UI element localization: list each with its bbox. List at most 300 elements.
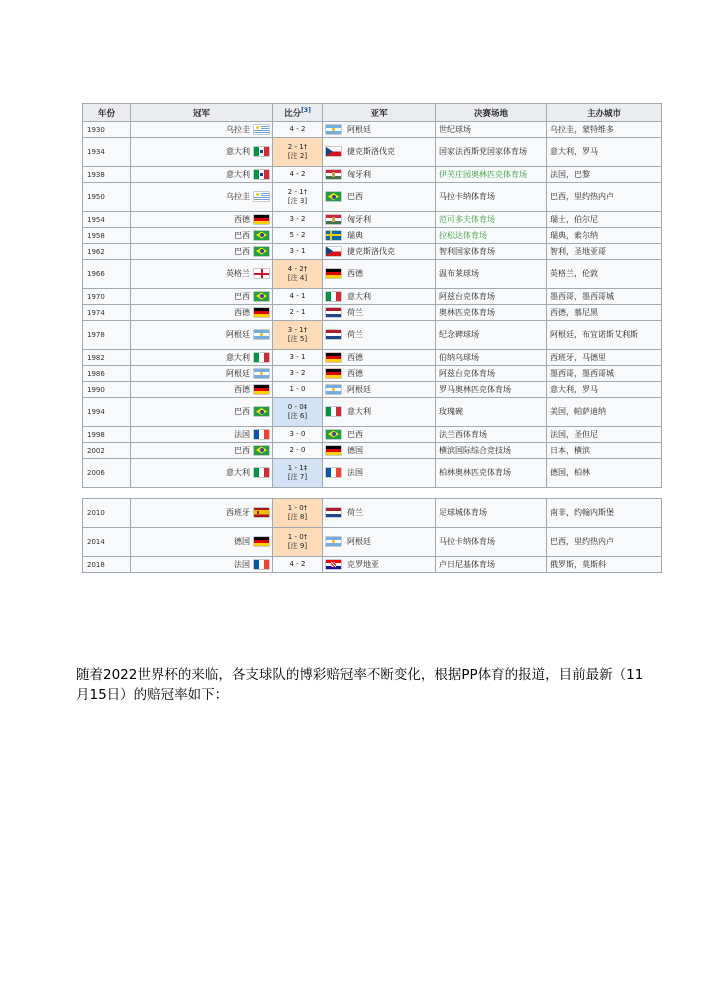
champion-cell [131, 122, 273, 138]
year-cell[interactable]: 1962 [83, 244, 131, 260]
runner-up-name[interactable]: 荷兰 [347, 330, 363, 339]
champion-name[interactable]: 法国 [234, 559, 250, 569]
venue-link[interactable]: 国家法西斯党国家体育场 [439, 147, 527, 156]
venue-link[interactable]: 马拉卡纳体育场 [439, 192, 495, 201]
spacer-cell [83, 488, 662, 499]
score-value: 2 - 0 [289, 446, 306, 454]
host-city-link[interactable]: 英格兰，伦敦 [550, 269, 598, 278]
year-cell[interactable]: 1974 [83, 305, 131, 321]
score-note[interactable]: [注 3] [287, 197, 308, 205]
year-cell[interactable]: 1930 [83, 122, 131, 138]
host-city-cell [547, 382, 662, 398]
champion-cell [131, 260, 273, 289]
germany-flag-icon [326, 369, 341, 378]
runner-up-cell [323, 366, 436, 382]
year-cell[interactable]: 1994 [83, 398, 131, 427]
venue-link[interactable]: 阿兹台克体育场 [439, 291, 495, 301]
host-city-link[interactable]: 南非，约翰内斯堡 [550, 508, 614, 517]
table-row [83, 366, 662, 382]
runner-up-name[interactable]: 德国 [347, 445, 363, 455]
host-city-link[interactable]: 美国，帕萨迪纳 [550, 407, 606, 416]
italy-flag-icon [254, 468, 269, 477]
croatia-flag-icon [326, 560, 341, 569]
venue-cell [436, 167, 547, 183]
sweden-flag-icon [326, 231, 341, 240]
england-flag-icon [254, 269, 269, 278]
argentina-flag-icon [254, 330, 269, 339]
year-cell[interactable]: 1970 [83, 289, 131, 305]
runner-up-name[interactable]: 意大利 [347, 291, 371, 301]
host-city-cell [547, 427, 662, 443]
hungary-flag-icon [326, 215, 341, 224]
header-host-city: 主办城市 [547, 104, 662, 122]
czechoslovakia-flag-icon [326, 247, 341, 256]
champion-name[interactable]: 西班牙 [226, 508, 250, 517]
host-city-cell [547, 138, 662, 167]
venue-cell [436, 459, 547, 488]
champion-name[interactable]: 巴西 [234, 246, 250, 256]
host-city-cell [547, 212, 662, 228]
host-city-link[interactable]: 法国，巴黎 [550, 169, 590, 179]
brazil-flag-icon [254, 231, 269, 240]
score-value: 2 - 1† [287, 188, 308, 196]
runner-up-name[interactable]: 匈牙利 [347, 214, 371, 224]
venue-cell [436, 212, 547, 228]
year-cell[interactable]: 1938 [83, 167, 131, 183]
champion-cell [131, 228, 273, 244]
venue-link[interactable]: 马拉卡纳体育场 [439, 537, 495, 546]
runner-up-cell [323, 427, 436, 443]
venue-link[interactable]: 柏林奥林匹克体育场 [439, 468, 511, 477]
year-cell[interactable]: 1998 [83, 427, 131, 443]
score-value: 3 - 1 [289, 247, 306, 255]
host-city-cell [547, 167, 662, 183]
germany-flag-icon [254, 537, 269, 546]
world-cup-finals-table [82, 103, 662, 573]
runner-up-name[interactable]: 阿根廷 [347, 384, 371, 394]
hungary-flag-icon [326, 170, 341, 179]
champion-name[interactable]: 巴西 [234, 445, 250, 455]
champion-cell [131, 244, 273, 260]
score-cell [273, 167, 323, 183]
table-row [83, 499, 662, 528]
runner-up-cell [323, 382, 436, 398]
runner-up-name[interactable]: 荷兰 [347, 508, 363, 517]
champion-name[interactable]: 阿根廷 [226, 330, 250, 339]
champion-cell [131, 289, 273, 305]
score-cell [273, 183, 323, 212]
champion-name[interactable]: 巴西 [234, 291, 250, 301]
host-city-cell [547, 260, 662, 289]
runner-up-name[interactable]: 法国 [347, 468, 363, 477]
czechoslovakia-flag-icon [326, 147, 341, 156]
host-city-cell [547, 183, 662, 212]
champion-name[interactable]: 意大利 [226, 147, 250, 156]
venue-link[interactable]: 拉松达体育场 [439, 230, 487, 240]
host-city-link[interactable]: 巴西，里约热内卢 [550, 192, 614, 201]
score-note[interactable]: [注 7] [287, 473, 308, 481]
venue-link[interactable]: 温布莱球场 [439, 269, 479, 278]
venue-link[interactable]: 法兰西体育场 [439, 429, 487, 439]
germany-flag-icon [326, 446, 341, 455]
uruguay-flag-icon [254, 125, 269, 134]
italy-flag-icon [326, 407, 341, 416]
runner-up-cell [323, 557, 436, 573]
champion-cell [131, 427, 273, 443]
runner-up-cell [323, 443, 436, 459]
venue-cell [436, 244, 547, 260]
runner-up-cell [323, 260, 436, 289]
venue-cell [436, 366, 547, 382]
table-row [83, 260, 662, 289]
champion-name[interactable]: 德国 [234, 537, 250, 546]
host-city-link[interactable]: 墨西哥，墨西哥城 [550, 368, 614, 378]
champion-cell [131, 528, 273, 557]
venue-link[interactable]: 足球城体育场 [439, 508, 487, 517]
table-spacer-row [83, 488, 662, 499]
runner-up-name[interactable]: 捷克斯洛伐克 [347, 246, 395, 256]
year-cell[interactable]: 1986 [83, 366, 131, 382]
year-cell[interactable]: 1950 [83, 183, 131, 212]
score-value: 0 - 0‡ [287, 403, 308, 411]
host-city-link[interactable]: 墨西哥，墨西哥城 [550, 291, 614, 301]
host-city-cell [547, 557, 662, 573]
runner-up-name[interactable]: 荷兰 [347, 307, 363, 317]
france-flag-icon [326, 468, 341, 477]
table-row [83, 289, 662, 305]
germany-flag-icon [254, 215, 269, 224]
score-cell [273, 138, 323, 167]
champion-cell [131, 398, 273, 427]
venue-link[interactable]: 阿兹台克体育场 [439, 368, 495, 378]
header-runner-up: 亚军 [323, 104, 436, 122]
table-row [83, 557, 662, 573]
argentina-flag-icon [326, 537, 341, 546]
score-cell [273, 228, 323, 244]
champion-name[interactable]: 法国 [234, 429, 250, 439]
year-cell[interactable]: 1934 [83, 138, 131, 167]
venue-cell [436, 260, 547, 289]
table-row [83, 443, 662, 459]
score-value: 4 - 2 [289, 125, 306, 133]
table-row [83, 183, 662, 212]
germany-flag-icon [326, 269, 341, 278]
host-city-link[interactable]: 瑞典，索尔纳 [550, 230, 598, 240]
score-value: 3 - 0 [289, 430, 306, 438]
france-flag-icon [254, 430, 269, 439]
champion-name[interactable]: 巴西 [234, 407, 250, 416]
venue-link[interactable]: 玫瑰碗 [439, 407, 463, 416]
runner-up-cell [323, 398, 436, 427]
year-cell[interactable]: 2010 [83, 499, 131, 528]
score-value: 3 - 2 [289, 215, 306, 223]
table-row [83, 382, 662, 398]
venue-cell [436, 289, 547, 305]
germany-flag-icon [254, 385, 269, 394]
champion-name[interactable]: 乌拉圭 [226, 124, 250, 134]
champion-cell [131, 350, 273, 366]
table-row [83, 212, 662, 228]
venue-link[interactable]: 范可多夫体育场 [439, 214, 495, 224]
champion-cell [131, 459, 273, 488]
score-cell [273, 459, 323, 488]
italy-kingdom-flag-icon [254, 147, 269, 156]
year-cell[interactable]: 1966 [83, 260, 131, 289]
runner-up-cell [323, 305, 436, 321]
runner-up-cell [323, 212, 436, 228]
uruguay-flag-icon [254, 192, 269, 201]
host-city-cell [547, 499, 662, 528]
host-city-link[interactable]: 法国，圣但尼 [550, 429, 598, 439]
intro-paragraph: 随着2022世界杯的来临，各支球队的博彩赔冠率不断变化，根据PP体育的报道，目前最新（11月15日）的赔冠率如下： [76, 667, 644, 703]
year-cell[interactable]: 2014 [83, 528, 131, 557]
runner-up-name[interactable]: 克罗地亚 [347, 559, 379, 569]
table-row [83, 398, 662, 427]
venue-cell [436, 427, 547, 443]
argentina-flag-icon [326, 125, 341, 134]
host-city-cell [547, 366, 662, 382]
champion-name[interactable]: 西德 [234, 384, 250, 394]
score-cell [273, 398, 323, 427]
score-cell [273, 122, 323, 138]
italy-flag-icon [254, 353, 269, 362]
score-value: 4 - 2 [289, 560, 306, 568]
venue-cell [436, 122, 547, 138]
host-city-link[interactable]: 乌拉圭，蒙特维多 [550, 124, 614, 134]
venue-cell [436, 499, 547, 528]
year-cell[interactable]: 1982 [83, 350, 131, 366]
score-cell [273, 499, 323, 528]
runner-up-name[interactable]: 西德 [347, 368, 363, 378]
runner-up-name[interactable]: 巴西 [347, 192, 363, 201]
score-value: 1 - 0† [287, 533, 308, 541]
venue-link[interactable]: 世纪球场 [439, 124, 471, 134]
netherlands-flag-icon [326, 308, 341, 317]
header-venue: 决赛场地 [436, 104, 547, 122]
host-city-cell [547, 305, 662, 321]
header-year: 年份 [83, 104, 131, 122]
champion-cell [131, 443, 273, 459]
table-row [83, 167, 662, 183]
host-city-link[interactable]: 瑞士，伯尔尼 [550, 214, 598, 224]
score-value: 4 - 2 [289, 170, 306, 178]
argentina-flag-icon [254, 369, 269, 378]
year-cell[interactable]: 1958 [83, 228, 131, 244]
runner-up-cell [323, 499, 436, 528]
champion-cell [131, 138, 273, 167]
score-note[interactable]: [注 2] [287, 152, 308, 160]
score-value: 3 - 1† [287, 326, 308, 334]
year-cell[interactable]: 1954 [83, 212, 131, 228]
runner-up-name[interactable]: 瑞典 [347, 230, 363, 240]
champion-cell [131, 305, 273, 321]
runner-up-name[interactable]: 西德 [347, 269, 363, 278]
venue-cell [436, 138, 547, 167]
runner-up-name[interactable]: 西德 [347, 352, 363, 362]
score-cell [273, 321, 323, 350]
champion-name[interactable]: 意大利 [226, 468, 250, 477]
champion-cell [131, 382, 273, 398]
table-row [83, 138, 662, 167]
runner-up-cell [323, 167, 436, 183]
venue-link[interactable]: 横滨国际综合竞技场 [439, 445, 511, 455]
germany-flag-icon [254, 308, 269, 317]
score-note[interactable]: [注 8] [287, 513, 308, 521]
score-value: 1 - 1‡ [287, 464, 308, 472]
score-value: 2 - 1 [289, 308, 306, 316]
runner-up-cell [323, 244, 436, 260]
champion-name[interactable]: 西德 [234, 214, 250, 224]
host-city-link[interactable]: 俄罗斯，莫斯科 [550, 559, 606, 569]
host-city-cell [547, 528, 662, 557]
score-value: 3 - 2 [289, 369, 306, 377]
venue-link[interactable]: 罗马奥林匹克体育场 [439, 384, 511, 394]
table-row [83, 122, 662, 138]
host-city-link[interactable]: 智利，圣地亚哥 [550, 246, 606, 256]
brazil-flag-icon [326, 192, 341, 201]
runner-up-cell [323, 350, 436, 366]
runner-up-cell [323, 183, 436, 212]
runner-up-name[interactable]: 巴西 [347, 429, 363, 439]
host-city-cell [547, 443, 662, 459]
host-city-link[interactable]: 日本，横滨 [550, 445, 590, 455]
champion-name[interactable]: 巴西 [234, 230, 250, 240]
champion-cell [131, 557, 273, 573]
score-cell [273, 289, 323, 305]
italy-kingdom-flag-icon [254, 170, 269, 179]
table-row [83, 228, 662, 244]
host-city-link[interactable]: 巴西，里约热内卢 [550, 537, 614, 546]
host-city-cell [547, 289, 662, 305]
champion-name[interactable]: 意大利 [226, 169, 250, 179]
spain-flag-icon [254, 508, 269, 517]
italy-flag-icon [326, 292, 341, 301]
runner-up-name[interactable]: 捷克斯洛伐克 [347, 147, 395, 156]
runner-up-cell [323, 228, 436, 244]
venue-cell [436, 183, 547, 212]
table-row [83, 305, 662, 321]
score-note[interactable]: [注 9] [287, 542, 308, 550]
year-cell[interactable]: 2018 [83, 557, 131, 573]
table-row [83, 350, 662, 366]
runner-up-cell [323, 122, 436, 138]
host-city-link[interactable]: 意大利，罗马 [550, 384, 598, 394]
year-cell[interactable]: 1978 [83, 321, 131, 350]
host-city-cell [547, 122, 662, 138]
argentina-flag-icon [326, 385, 341, 394]
brazil-flag-icon [254, 292, 269, 301]
host-city-link[interactable]: 西班牙，马德里 [550, 352, 606, 362]
champion-name[interactable]: 乌拉圭 [226, 192, 250, 201]
brazil-flag-icon [254, 247, 269, 256]
runner-up-cell [323, 459, 436, 488]
score-note[interactable]: [注 4] [287, 274, 308, 282]
host-city-cell [547, 321, 662, 350]
header-champion: 冠军 [131, 104, 273, 122]
score-cell [273, 260, 323, 289]
host-city-link[interactable]: 阿根廷，布宜诺斯艾利斯 [550, 330, 638, 339]
netherlands-flag-icon [326, 508, 341, 517]
year-cell[interactable]: 1990 [83, 382, 131, 398]
venue-link[interactable]: 奥林匹克体育场 [439, 307, 495, 317]
runner-up-cell [323, 289, 436, 305]
score-value: 5 - 2 [289, 231, 306, 239]
venue-cell [436, 382, 547, 398]
brazil-flag-icon [326, 430, 341, 439]
year-cell[interactable]: 2002 [83, 443, 131, 459]
champion-cell [131, 167, 273, 183]
runner-up-name[interactable]: 匈牙利 [347, 169, 371, 179]
score-value: 3 - 1 [289, 353, 306, 361]
score-cell [273, 212, 323, 228]
host-city-link[interactable]: 西德，慕尼黑 [550, 307, 598, 317]
champion-cell [131, 499, 273, 528]
venue-link[interactable]: 伊芙庄园奥林匹克体育场 [439, 169, 527, 179]
table-row [83, 459, 662, 488]
champion-cell [131, 366, 273, 382]
host-city-link[interactable]: 德国，柏林 [550, 468, 590, 477]
venue-cell [436, 528, 547, 557]
score-cell [273, 244, 323, 260]
score-cell [273, 366, 323, 382]
champion-name[interactable]: 意大利 [226, 352, 250, 362]
score-value: 2 - 1† [287, 143, 308, 151]
venue-cell [436, 350, 547, 366]
runner-up-name[interactable]: 意大利 [347, 407, 371, 416]
champion-cell [131, 321, 273, 350]
score-cell [273, 528, 323, 557]
score-cell [273, 305, 323, 321]
runner-up-name[interactable]: 阿根廷 [347, 537, 371, 546]
table-row [83, 528, 662, 557]
runner-up-cell [323, 528, 436, 557]
germany-flag-icon [326, 353, 341, 362]
brazil-flag-icon [254, 446, 269, 455]
header-score-ref[interactable]: [3] [301, 106, 311, 114]
champion-name[interactable]: 西德 [234, 307, 250, 317]
score-cell [273, 557, 323, 573]
brazil-flag-icon [254, 407, 269, 416]
table-row [83, 427, 662, 443]
venue-link[interactable]: 伯纳乌球场 [439, 352, 479, 362]
host-city-cell [547, 459, 662, 488]
score-cell [273, 427, 323, 443]
year-cell[interactable]: 2006 [83, 459, 131, 488]
host-city-cell [547, 244, 662, 260]
score-value: 4 - 1 [289, 292, 306, 300]
score-note[interactable]: [注 5] [287, 335, 308, 343]
champion-cell [131, 183, 273, 212]
venue-link[interactable]: 纪念碑球场 [439, 330, 479, 339]
champion-name[interactable]: 阿根廷 [226, 368, 250, 378]
score-note[interactable]: [注 6] [287, 412, 308, 420]
table-row [83, 244, 662, 260]
score-value: 1 - 0† [287, 504, 308, 512]
venue-link[interactable]: 卢日尼基体育场 [439, 559, 495, 569]
host-city-cell [547, 228, 662, 244]
host-city-cell [547, 350, 662, 366]
venue-cell [436, 398, 547, 427]
champion-name[interactable]: 英格兰 [226, 269, 250, 278]
host-city-cell [547, 398, 662, 427]
runner-up-name[interactable]: 阿根廷 [347, 124, 371, 134]
header-score-label: 比分 [284, 108, 302, 119]
score-cell [273, 443, 323, 459]
host-city-link[interactable]: 意大利，罗马 [550, 147, 598, 156]
netherlands-flag-icon [326, 330, 341, 339]
venue-link[interactable]: 智利国家体育场 [439, 246, 495, 256]
score-cell [273, 382, 323, 398]
